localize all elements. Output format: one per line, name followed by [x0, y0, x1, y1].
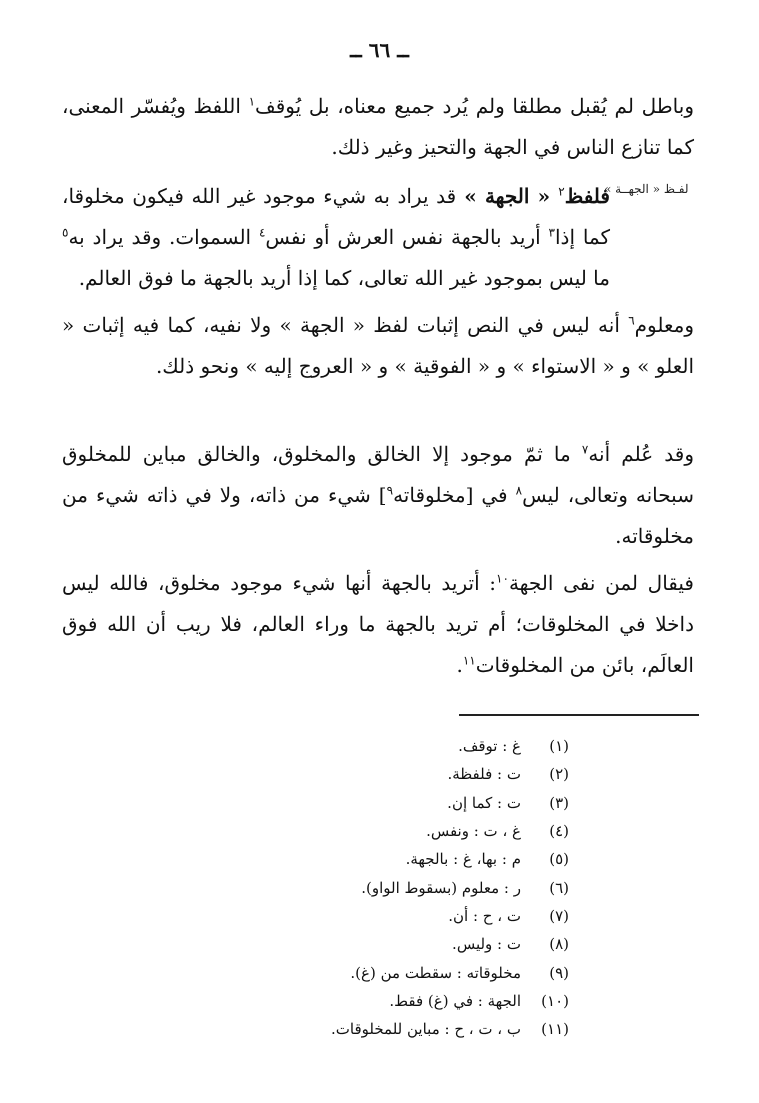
- footnote-ref: ٦: [628, 313, 635, 328]
- footnote-text: ت ، ح : أن.: [448, 906, 521, 925]
- footnotes-list: [331, 732, 569, 1043]
- footnote-text: الجهة : في (غ) فقط.: [389, 991, 521, 1010]
- footnote-ref: ٥: [62, 225, 69, 240]
- footnote-number: (٦): [549, 878, 569, 897]
- footnote-item: [331, 760, 569, 788]
- footnote-text: مخلوقاته : سقطت من (غ).: [350, 963, 521, 982]
- text: وقد عُلم أنه: [588, 442, 694, 466]
- text: اللفظ ويُفسّر المعنى، كما تنازع الناس في الجهة والتحيز وغير ذلك.: [62, 94, 694, 159]
- footnote-number: (٥): [549, 850, 569, 869]
- footnote-number: (١): [549, 737, 569, 756]
- lead-word: فلفظ: [564, 184, 610, 208]
- footnote-ref: ٩: [386, 483, 394, 498]
- text: السموات. وقد يراد به: [68, 225, 259, 249]
- text: ما ثمّ موجود إلا الخالق والمخلوق، والخالق مباين للمخلوق سبحانه وتعالى، ليس: [62, 442, 694, 507]
- footnote-text: غ ، ت : ونفس.: [426, 822, 521, 841]
- text: ومعلوم: [634, 313, 694, 337]
- footnote-number: (٩): [549, 963, 569, 982]
- footnote-item: [331, 845, 569, 873]
- paragraph-1: [62, 86, 694, 168]
- footnote-number: (٨): [549, 935, 569, 954]
- footnote-number: (٣): [549, 793, 569, 812]
- footnote-item: [331, 930, 569, 958]
- footnote-item: [331, 1015, 569, 1043]
- footnote-divider: [459, 714, 699, 716]
- footnote-text: ر : معلوم (بسقوط الواو).: [361, 878, 521, 897]
- footnote-text: غ : توقف.: [458, 737, 521, 756]
- text: فيقال لمن نفى الجهة: [508, 571, 694, 595]
- footnote-ref: ٣: [548, 225, 555, 240]
- text: ] شيء من ذاته، ولا في ذاته شيء من مخلوقاته.: [62, 483, 694, 548]
- margin-note: لفـظ « الجهــة »: [604, 182, 689, 196]
- footnote-text: ت : كما إن.: [447, 793, 521, 812]
- footnote-number: (٧): [549, 906, 569, 925]
- footnote-ref: ١٠: [496, 571, 509, 586]
- paragraph-2: [62, 176, 610, 299]
- footnote-ref: ١: [248, 94, 256, 109]
- footnote-item: [331, 987, 569, 1015]
- footnote-ref: ٨: [515, 483, 523, 498]
- footnote-item: [331, 732, 569, 760]
- footnote-number: (٢): [549, 765, 569, 784]
- text: وباطل لم يُقبل مطلقا ولم يُرد جميع معناه، بل يُوقف: [255, 94, 694, 118]
- text: ما ليس بموجود غير الله تعالى، كما إذا أريد بالجهة ما فوق العالم.: [78, 266, 610, 290]
- footnote-item: [331, 873, 569, 901]
- text: أريد بالجهة نفس العرش أو نفس: [265, 225, 549, 249]
- term: « الجهة »: [456, 184, 559, 208]
- text: في [مخلوقاته: [393, 483, 516, 507]
- footnote-number: (٤): [549, 822, 569, 841]
- footnote-ref: ٧: [581, 442, 589, 457]
- footnote-item: [331, 958, 569, 986]
- footnote-text: م : بها، غ : بالجهة.: [405, 850, 521, 869]
- footnote-text: ب ، ت ، ح : مباين للمخلوقات.: [331, 1020, 521, 1039]
- footnote-text: ت : وليس.: [452, 935, 521, 954]
- footnote-text: ت : فلفظة.: [447, 765, 521, 784]
- footnote-ref: ٢: [558, 184, 565, 199]
- paragraph-5: [62, 563, 694, 686]
- footnote-number: (١٠): [541, 991, 569, 1010]
- footnote-ref: ٤: [258, 225, 266, 240]
- text: : أتريد بالجهة أنها شيء موجود مخلوق، فالله ليس داخلا في المخلوقات؛ أم تريد بالجهة ما وراء العالم، فلا ريب أن الله فوق العالَم، بائن من المخلوقات: [62, 571, 694, 677]
- paragraph-3: [62, 305, 694, 387]
- footnote-number: (١١): [541, 1020, 569, 1039]
- footnote-item: [331, 817, 569, 845]
- footnote-ref: ١١: [462, 653, 476, 668]
- page-number: ــ ٦٦ ــ: [350, 38, 409, 62]
- footnote-item: [331, 789, 569, 817]
- text: أنه ليس في النص إثبات لفظ « الجهة » ولا نفيه، كما فيه إثبات « العلو » و « الاستواء » و « الفوقية » و « العروج إليه » ونحو ذلك.: [62, 313, 694, 378]
- footnote-item: [331, 902, 569, 930]
- text: قد يراد به شيء موجود غير الله فيكون مخلوقا، كما إذا: [62, 184, 611, 249]
- paragraph-4: [62, 434, 694, 557]
- text: .: [456, 653, 463, 677]
